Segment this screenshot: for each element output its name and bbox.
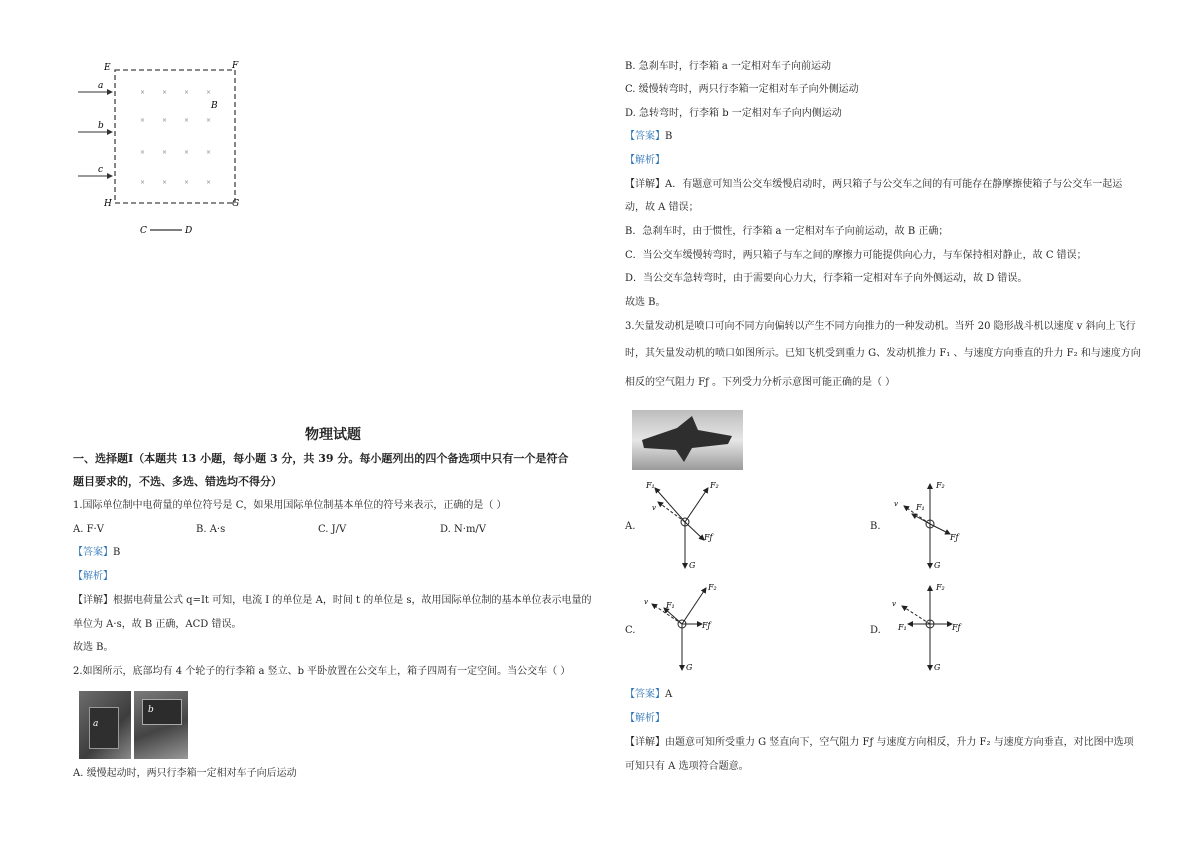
svg-text:v: v [644,598,648,606]
svg-text:×: × [140,89,146,96]
svg-text:Fƒ: Fƒ [704,533,713,542]
svg-text:F₂: F₂ [708,583,717,592]
force-diagram-a [640,476,730,576]
question-3-line-3: 相反的空气阻力 Fƒ 。下列受力分析示意图可能正确的是（ ） [625,377,896,388]
svg-text:×: × [140,117,146,124]
q3-explanation-2: 可知只有 A 选项符合题意。 [625,761,749,772]
corner-label-E: E [104,63,111,73]
corner-label-F: F [232,61,239,71]
svg-text:×: × [184,149,190,156]
q2-conclusion: 故选 B。 [625,297,666,308]
force-diagram-d [888,578,978,678]
svg-text:×: × [162,117,168,124]
q3-explanation-1: 【详解】由题意可知所受重力 G 竖直向下，空气阻力 Fƒ 与速度方向相反，升力 F₂ 与速度方向垂直，对比图中选项 [625,737,1134,748]
svg-text:v: v [652,504,656,512]
svg-text:×: × [206,179,212,186]
svg-text:×: × [184,117,190,124]
question-1: 1.国际单位制中电荷量的单位符号是 C，如果用国际单位制基本单位的符号来表示，正确的是（ ） [73,500,507,511]
section-heading-cont: 题目要求的，不选、多选、错选均不得分） [73,475,282,488]
svg-text:F₁: F₁ [646,481,655,490]
q3-option-a-label: A. [625,521,636,532]
q3-analysis-label: 【解析】 [625,713,665,724]
page-title: 物理试题 [305,427,361,443]
svg-text:×: × [184,89,190,96]
svg-text:F₂: F₂ [936,583,945,592]
particle-label-a: a [98,81,104,91]
q2-option-b: B. 急刹车时，行李箱 a 一定相对车子向前运动 [625,61,832,72]
q1-option-c: C. J/V [318,524,347,535]
q2-explanation-d: D．当公交车急转弯时，由于需要向心力大，行李箱一定相对车子向外侧运动，故 D 错误。 [625,273,1028,284]
svg-text:×: × [184,179,190,186]
svg-text:×: × [206,89,212,96]
q3-option-c-label: C. [625,625,636,636]
field-label-B: B [211,101,218,111]
q1-option-a: A. F·V [73,524,104,535]
q1-analysis-label: 【解析】 [73,571,113,582]
q1-explanation-2: 单位为 A·s，故 B 正确，ACD 错误。 [73,619,242,630]
question-2: 2.如图所示，底部均有 4 个轮子的行李箱 a 竖立、b 平卧放置在公交车上，箱子四周有一定空间。当公交车（ ） [73,666,571,677]
svg-text:F₂: F₂ [710,481,719,490]
svg-text:×: × [162,179,168,186]
luggage-photo-a [79,691,131,759]
particle-label-c: c [98,165,104,175]
svg-text:G: G [686,663,693,672]
q2-explanation-2: 动，故 A 错误； [625,202,699,213]
svg-text:v: v [892,600,896,608]
svg-text:×: × [206,117,212,124]
q2-option-c: C. 缓慢转弯时，两只行李箱一定相对车子向外侧运动 [625,84,859,95]
field-marks [140,89,211,186]
svg-text:F₁: F₁ [916,503,925,512]
svg-text:×: × [162,89,168,96]
svg-text:G: G [934,561,941,570]
q3-option-d-label: D. [870,625,881,636]
field-boundary [115,70,235,203]
question-3-line-1: 3.矢量发动机是喷口可向不同方向偏转以产生不同方向推力的一种发动机。当歼 20 隐形战斗机以速度 v 斜向上飞行 [625,321,1136,332]
rod-label-D: D [185,226,193,236]
q2-answer: 【答案】B [625,131,673,142]
svg-text:×: × [140,149,146,156]
svg-text:F₁: F₁ [666,601,675,610]
q2-explanation-b: B．急刹车时，由于惯性，行李箱 a 一定相对车子向前运动，故 B 正确； [625,226,949,237]
q2-option-a: A. 缓慢起动时，两只行李箱一定相对车子向后运动 [73,768,297,779]
svg-text:Fƒ: Fƒ [952,623,961,632]
question-3-line-2: 时，其矢量发动机的喷口如图所示。已知飞机受到重力 G、发动机推力 F₁ 、与速度方向垂直的升力 F₂ 和与速度方向 [625,348,1141,359]
photo-label-a: a [93,719,99,729]
q3-answer: 【答案】A [625,689,673,700]
q1-answer: 【答案】B [73,547,121,558]
q2-explanation-1: 【详解】A．有题意可知当公交车缓慢启动时，两只箱子与公交车之间的有可能存在静摩擦使箱子与公交车一起运 [625,179,1123,190]
q2-analysis-label: 【解析】 [625,155,665,166]
rod-label-C: C [140,226,147,236]
svg-text:Fƒ: Fƒ [950,533,959,542]
force-diagram-b [890,476,980,576]
svg-text:×: × [140,179,146,186]
section-heading: 一、选择题Ⅰ（本题共 13 小题，每小题 3 分，共 39 分。每小题列出的四个备选项中只有一个是符合 [73,452,569,465]
svg-text:v: v [894,500,898,508]
svg-text:Fƒ: Fƒ [702,621,711,630]
svg-text:F₁: F₁ [898,623,907,632]
luggage-photo-b [134,691,188,759]
svg-text:×: × [162,149,168,156]
q1-option-b: B. A·s [196,524,226,535]
q1-option-d: D. N·m/V [440,524,487,535]
q2-explanation-c: C．当公交车缓慢转弯时，两只箱子与车之间的摩擦力可能提供向心力，与车保持相对静止，故 C 错误； [625,250,1087,261]
corner-label-H: H [104,199,112,209]
jet-silhouette [632,410,743,470]
photo-label-b: b [148,705,154,715]
q1-conclusion: 故选 B。 [73,642,114,653]
q3-option-b-label: B. [870,521,881,532]
q2-option-d: D. 急转弯时，行李箱 b 一定相对车子向内侧运动 [625,108,842,119]
corner-label-G: G [232,199,240,209]
svg-text:F₂: F₂ [936,481,945,490]
force-diagram-c [640,578,730,678]
svg-text:G: G [934,663,941,672]
svg-text:×: × [206,149,212,156]
q1-explanation-1: 【详解】根据电荷量公式 q=It 可知，电流 I 的单位是 A，时间 t 的单位是 s，故用国际单位制的基本单位表示电量的 [73,595,592,606]
particle-label-b: b [98,121,104,131]
svg-text:G: G [689,561,696,570]
jet-photo [632,410,743,470]
field-diagram [70,58,270,248]
